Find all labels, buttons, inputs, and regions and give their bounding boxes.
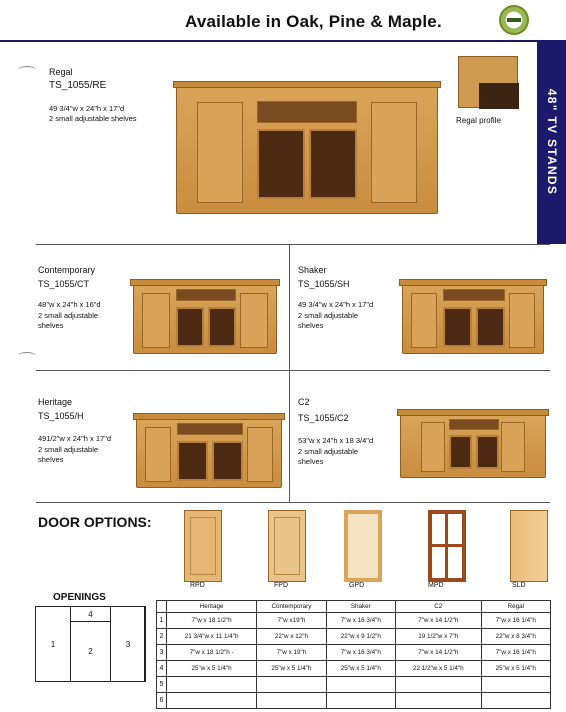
table-cell: 22"w x 12"h (257, 629, 326, 645)
table-header: C2 (396, 601, 482, 613)
product-dims-shaker: 49 3/4"w x 24"h x 17"d (298, 300, 374, 309)
door-sample-mpd (428, 510, 466, 582)
table-cell (481, 693, 550, 709)
product-name-regal: Regal (49, 67, 73, 77)
door-label-rpd: RPD (190, 582, 205, 589)
table-header: Heritage (167, 601, 257, 613)
table-cell: 25"w x 5 1/4"h (257, 661, 326, 677)
door-options-title: DOOR OPTIONS: (38, 514, 152, 530)
table-cell (396, 677, 482, 693)
shaker-tv-stand-image (402, 284, 544, 354)
openings-spec-table (156, 600, 551, 709)
regal-tv-stand-image (176, 86, 438, 214)
table-cell: 21 3/4"w x 11 1/4"h (167, 629, 257, 645)
table-cell (326, 693, 395, 709)
product-shelves-contemporary: 2 small adjustable shelves (38, 311, 99, 330)
page-header (0, 0, 566, 42)
table-cell: 7"w x 18 1/2"h (167, 613, 257, 629)
table-cell: 25"w x 5 1/4"h (481, 661, 550, 677)
table-header (157, 601, 167, 613)
table-cell: 3 (157, 645, 167, 661)
page-curl-icon (18, 352, 36, 360)
table-cell: 7"w x 19"h (257, 645, 326, 661)
contemporary-tv-stand-image (133, 284, 277, 354)
table-cell (396, 693, 482, 709)
product-sku-regal: TS_1055/RE (49, 80, 107, 91)
table-row (157, 693, 551, 709)
product-sku-contemporary: TS_1055/CT (38, 279, 90, 289)
table-cell: 7"w x 16 1/4"h (481, 613, 550, 629)
table-cell: 6 (157, 693, 167, 709)
table-cell: 5 (157, 677, 167, 693)
product-shelves-c2: 2 small adjustable shelves (298, 447, 359, 466)
table-row (157, 677, 551, 693)
section-divider (36, 370, 550, 371)
product-shelves-regal: 2 small adjustable shelves (49, 114, 137, 123)
page-curl-icon (18, 66, 36, 74)
category-side-tab (537, 40, 566, 244)
product-name-c2: C2 (298, 397, 310, 407)
product-name-contemporary: Contemporary (38, 265, 96, 275)
door-sample-rpd (184, 510, 222, 582)
table-cell: 19 1/2"w x 7"h (396, 629, 482, 645)
table-header: Shaker (326, 601, 395, 613)
table-row (157, 645, 551, 661)
product-dims-c2: 53"w x 24"h x 18 3/4"d (298, 436, 374, 445)
door-label-mpd: MPD (428, 582, 444, 589)
door-sample-sld (510, 510, 548, 582)
product-shelves-shaker: 2 small adjustable shelves (298, 311, 359, 330)
table-row (157, 661, 551, 677)
table-cell (167, 693, 257, 709)
table-cell: 7"w x 18 1/2"h - (167, 645, 257, 661)
product-sku-shaker: TS_1055/SH (298, 279, 350, 289)
table-row (157, 629, 551, 645)
category-label: 48" TV STANDS (544, 88, 559, 196)
opening-cell-2: 2 (70, 621, 111, 682)
opening-cell-1: 1 (35, 606, 71, 682)
c2-tv-stand-image (400, 414, 546, 478)
section-divider-vertical (289, 244, 290, 502)
product-sku-heritage: TS_1055/H (38, 411, 84, 421)
product-dims-heritage: 491/2"w x 24"h x 17"d (38, 434, 112, 443)
table-cell: 7"w x 16 1/4"h (481, 645, 550, 661)
table-cell: 7"w x19"h (257, 613, 326, 629)
opening-cell-4: 4 (70, 606, 111, 622)
table-cell: 1 (157, 613, 167, 629)
table-cell: 7"w x 14 1/2"h (396, 613, 482, 629)
table-cell: 7"w x 16 3/4"h (326, 613, 395, 629)
table-header-row (157, 601, 551, 613)
table-row (157, 613, 551, 629)
table-header: Contemporary (257, 601, 326, 613)
table-cell: 4 (157, 661, 167, 677)
table-cell: 25"w x 5 1/4"h (167, 661, 257, 677)
door-sample-fpd (268, 510, 306, 582)
section-divider (36, 502, 550, 503)
table-cell (257, 693, 326, 709)
product-name-shaker: Shaker (298, 265, 327, 275)
table-cell (481, 677, 550, 693)
door-sample-gpd (344, 510, 382, 582)
table-cell: 22"w x 8 3/4"h (481, 629, 550, 645)
table-cell: 22"w x 9 1/2"h (326, 629, 395, 645)
table-header: Regal (481, 601, 550, 613)
openings-diagram (35, 606, 145, 682)
page-title: Available in Oak, Pine & Maple. (185, 12, 442, 31)
table-cell: 7"w x 14 1/2"h (396, 645, 482, 661)
product-sku-c2: TS_1055/C2 (298, 413, 349, 423)
table-cell: 25"w x 5 1/4"h (326, 661, 395, 677)
regal-profile-label: Regal profile (456, 116, 501, 125)
product-name-heritage: Heritage (38, 397, 73, 407)
door-label-gpd: GPD (349, 582, 365, 589)
brand-logo-icon (499, 5, 529, 35)
table-cell (167, 677, 257, 693)
section-divider (36, 244, 550, 245)
opening-cell-3: 3 (110, 606, 146, 682)
product-shelves-heritage: 2 small adjustable shelves (38, 445, 99, 464)
product-dims-regal: 49 3/4"w x 24"h x 17"d (49, 104, 125, 113)
table-cell: 22 1/2"w x 5 1/4"h (396, 661, 482, 677)
header-rule (0, 40, 540, 42)
heritage-tv-stand-image (136, 418, 282, 488)
table-cell (326, 677, 395, 693)
door-label-sld: SLD (512, 582, 526, 589)
table-cell: 2 (157, 629, 167, 645)
table-cell (257, 677, 326, 693)
table-cell: 7"w x 16 3/4"h (326, 645, 395, 661)
regal-profile-image (458, 56, 518, 108)
product-dims-contemporary: 48"w x 24"h x 16"d (38, 300, 101, 309)
door-label-fpd: FPD (274, 582, 288, 589)
openings-title: OPENINGS (53, 592, 106, 603)
